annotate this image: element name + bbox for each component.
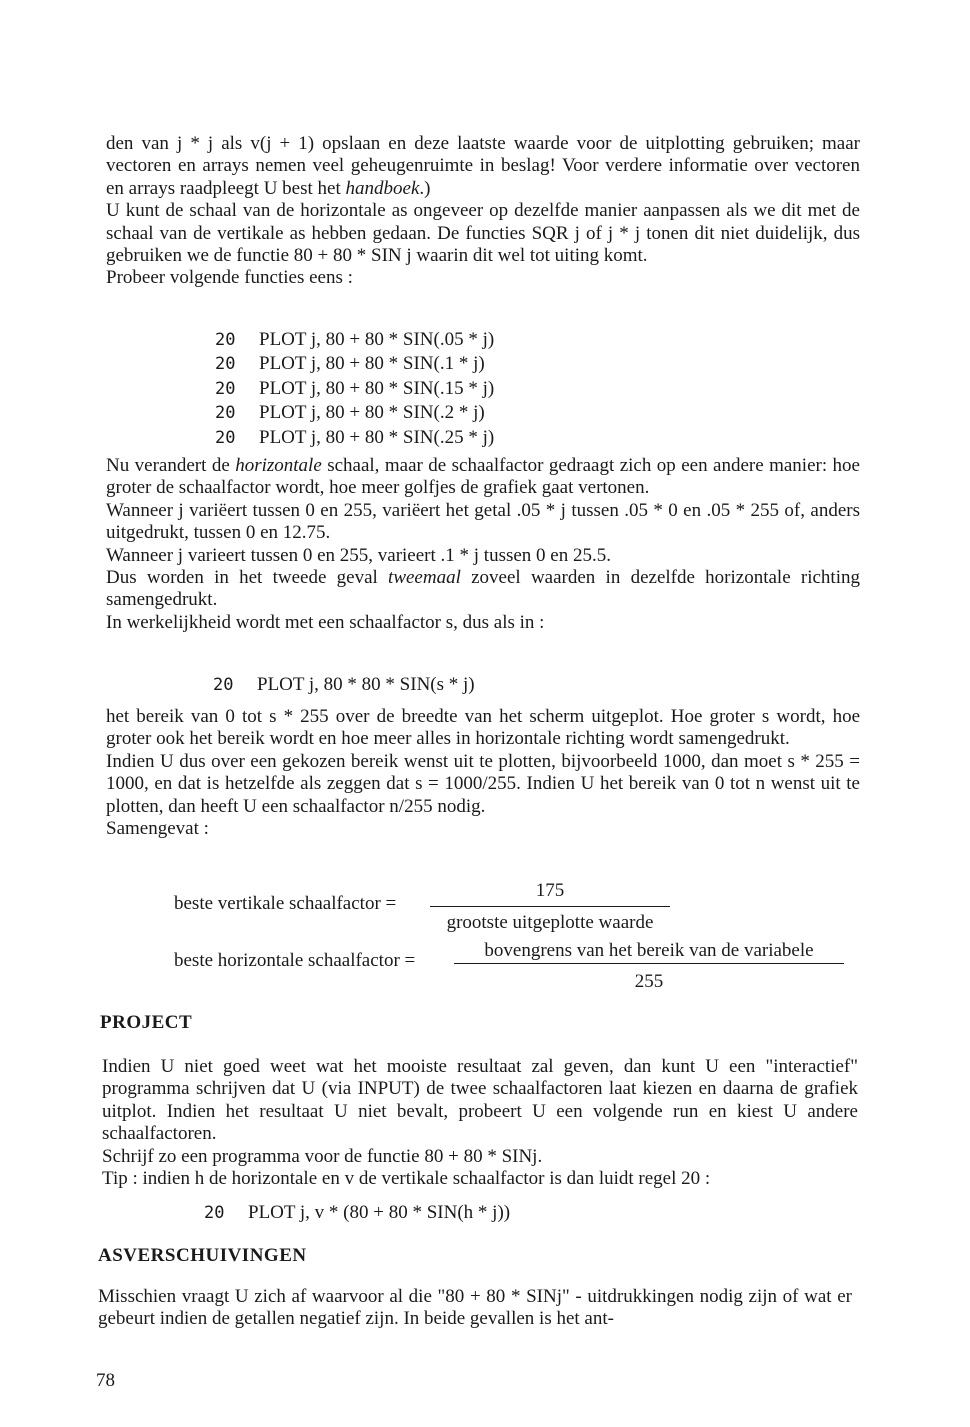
asverschuivingen-text (98, 1286, 852, 1331)
formula-numerator: 175 (535, 880, 565, 901)
paragraph: Samengevat : (106, 818, 209, 840)
code-text: PLOT j, 80 + 80 * SIN(.25 * j) (259, 426, 495, 448)
range-text (106, 706, 860, 840)
paragraph: Tip : indien h de horizontale en v de vertikale schaalfactor is dan luidt regel 20 : (102, 1168, 711, 1190)
paragraph: In werkelijkheid wordt met een schaalfactor s, dus als in : (106, 611, 545, 633)
formula-label: beste horizontale schaalfactor = (174, 950, 416, 971)
line-number: 20 (215, 354, 236, 375)
intro-text (106, 133, 860, 290)
code-line (204, 1201, 510, 1225)
line-number: 20 (215, 427, 236, 448)
paragraph: Wanneer j variëert tussen 0 en 255, variëert het getal .05 * j tussen .05 * 0 en .05 * 255 of, anders uitgedrukt, tussen 0 en 12.75. (106, 499, 860, 544)
code-listing-tip (204, 1201, 510, 1225)
line-number: 20 (213, 675, 234, 695)
line-number: 20 (215, 378, 236, 399)
formula-denominator: grootste uitgeplotte waarde (446, 912, 654, 933)
code-text: PLOT j, 80 + 80 * SIN(.15 * j) (259, 377, 495, 399)
code-text: PLOT j, 80 + 80 * SIN(.2 * j) (259, 402, 485, 424)
paragraph: Indien U dus over een gekozen bereik wenst uit te plotten, bijvoorbeeld 1000, dan moet s * 255 = 1000, en dat is hetzelfde als zeggen dat s = 1000/255. Indien U het bereik van 0 tot n wenst uit te plotten, dan heeft U een schaalfactor n/255 nodig. (106, 750, 860, 817)
paragraph: Probeer volgende functies eens : (106, 267, 353, 289)
formula-horizontal-scale (174, 940, 854, 1000)
fraction-bar (430, 906, 670, 907)
code-text: PLOT j, 80 + 80 * SIN(.05 * j) (259, 329, 495, 350)
project-text (102, 1056, 858, 1190)
section-heading-asverschuivingen: ASVERSCHUIVINGEN (98, 1245, 307, 1266)
code-listing-scale (213, 673, 475, 697)
paragraph: Schrijf zo een programma voor de functie 80 + 80 * SINj. (102, 1145, 543, 1167)
code-line (215, 352, 494, 376)
code-line (215, 377, 494, 401)
paragraph: Misschien vraagt U zich af waarvoor al die "80 + 80 * SINj" - uitdrukkingen nodig zijn of wat er gebeurt indien de getallen negatief zijn. In beide gevallen is het ant- (98, 1286, 852, 1330)
paragraph: Nu verandert de horizontale schaal, maar de schaalfactor gedraagt zich op een andere manier: hoe groter de schaalfactor wordt, hoe meer golfjes de grafiek gaat vertonen. (106, 455, 860, 499)
horizontal-scale-text (106, 455, 860, 634)
paragraph: Dus worden in het tweede geval tweemaal zoveel waarden in dezelfde horizontale richting samengedrukt. (106, 567, 860, 611)
code-text: PLOT j, 80 * 80 * SIN(s * j) (257, 674, 475, 695)
section-heading-project: PROJECT (100, 1012, 193, 1033)
code-listing-functions (215, 328, 494, 450)
formula-vertical-scale (174, 880, 694, 940)
paragraph: den van j * j als v(j + 1) opslaan en deze laatste waarde voor de uitplotting gebruiken; maar vectoren en arrays nemen veel geheugenruimte in beslag! Voor verdere informatie over vectoren en arrays raadpleegt U best het handboek.) (106, 133, 860, 199)
paragraph: U kunt de schaal van de horizontale as ongeveer op dezelfde manier aanpassen als we dit met de schaal van de vertikale as hebben gedaan. De functies SQR j of j * j tonen dit niet duidelijk, dus gebruiken we de functie 80 + 80 * SIN j waarin dit wel tot uiting komt. (106, 200, 860, 267)
paragraph: het bereik van 0 tot s * 255 over de breedte van het scherm uitgeplot. Hoe groter s wordt, hoe groter ook het bereik wordt en hoe meer alles in horizontale richting wordt samengedrukt. (106, 706, 860, 750)
code-text: PLOT j, v * (80 + 80 * SIN(h * j)) (248, 1202, 511, 1223)
page-number: 78 (96, 1370, 115, 1391)
formula-label: beste vertikale schaalfactor = (174, 893, 397, 914)
formula-numerator: bovengrens van het bereik van de variabele (484, 940, 814, 961)
line-number: 20 (204, 1203, 225, 1223)
code-line (213, 673, 475, 697)
paragraph: Indien U niet goed weet wat het mooiste resultaat zal geven, dan kunt U een "interactief" programma schrijven dat U (via INPUT) de twee schaalfactoren laat kiezen en daarna de grafiek uitplot. Indien het resultaat U niet bevalt, probeert U een volgende run en kiest U andere schaalfactoren. (102, 1056, 858, 1145)
formula-denominator: 255 (634, 971, 664, 992)
code-line (215, 328, 494, 352)
fraction-bar (454, 963, 844, 964)
line-number: 20 (215, 403, 236, 424)
paragraph: Wanneer j varieert tussen 0 en 255, varieert .1 * j tussen 0 en 25.5. (106, 544, 611, 566)
line-number: 20 (215, 330, 236, 350)
code-line (215, 426, 494, 450)
code-text: PLOT j, 80 + 80 * SIN(.1 * j) (259, 353, 485, 375)
code-line (215, 401, 494, 425)
